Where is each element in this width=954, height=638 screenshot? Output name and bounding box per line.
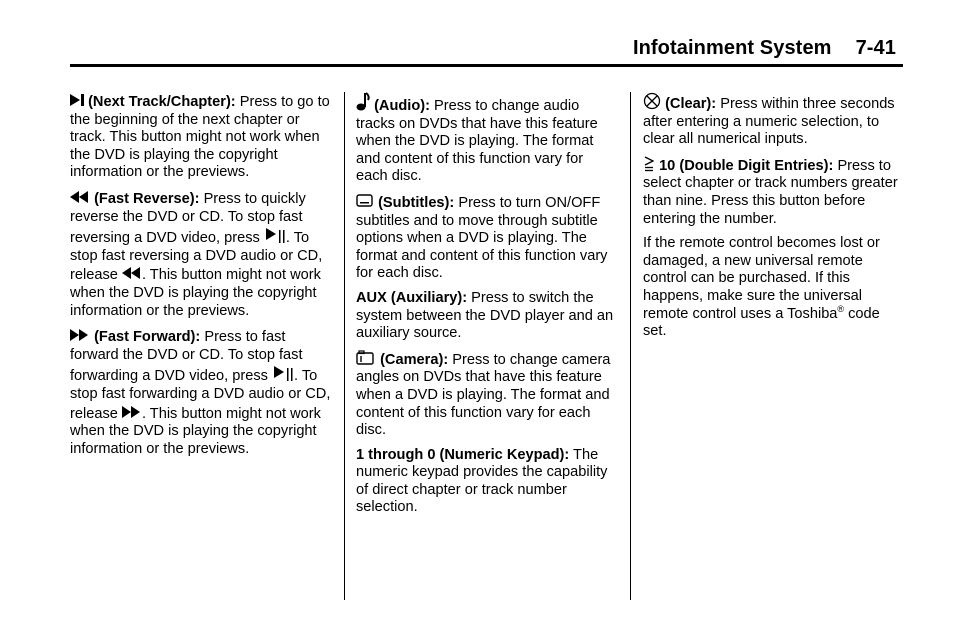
fast-forward-icon xyxy=(122,404,142,420)
clear-title: (Clear): xyxy=(665,96,717,112)
column-3 xyxy=(643,92,905,348)
clear-body: Press within three seconds after entering a numeric selection, to clear all numerical inputs. xyxy=(643,96,895,148)
greater-equal-icon xyxy=(643,156,655,172)
numeric-keypad-entry xyxy=(356,447,618,517)
audio-body: Press to change audio tracks on DVDs that have this feature when the DVD is playing. The format and content of this function vary for each disc. xyxy=(356,98,598,185)
fast-reverse-body-1: Press to quickly reverse the DVD or CD. To stop fast reversing a DVD video, press xyxy=(70,190,306,247)
next-track-title: (Next Track/Chapter): xyxy=(88,94,236,110)
fast-forward-body-1: Press to fast forward the DVD or CD. To stop fast forwarding a DVD video, press xyxy=(70,329,303,385)
numeric-keypad-body: The numeric keypad provides the capability of direct chapter or track number selection. xyxy=(356,446,608,516)
subtitles-icon xyxy=(356,193,374,209)
column-1 xyxy=(70,92,332,465)
fast-reverse-icon xyxy=(122,265,142,281)
fast-reverse-entry xyxy=(70,189,332,320)
fast-forward-body-3: . This button might not work when the DVD is playing the copyright information or the previews. xyxy=(70,405,321,457)
remote-note-end: code set. xyxy=(643,305,880,340)
fast-forward-entry xyxy=(70,327,332,458)
header-rule xyxy=(70,64,903,67)
next-track-entry xyxy=(70,92,332,182)
subtitles-title: (Subtitles): xyxy=(378,194,455,211)
camera-title: (Camera): xyxy=(380,351,449,368)
aux-title: AUX (Auxiliary): xyxy=(356,289,468,306)
remote-note-body: If the remote control becomes lost or damaged, a new universal remote control can be purchased. If this happens, make sure the universal remote control uses a Toshiba xyxy=(643,235,880,322)
play-pause-icon xyxy=(264,226,286,244)
aux-entry xyxy=(356,290,618,343)
clear-icon xyxy=(643,92,661,110)
fast-forward-body-2: . To stop fast forwarding a DVD audio or CD, release xyxy=(70,368,331,422)
audio-title: (Audio): xyxy=(374,98,430,114)
double-digit-title: 10 (Double Digit Entries): xyxy=(659,157,834,174)
column-divider xyxy=(344,92,345,600)
page-header xyxy=(633,37,896,60)
column-2 xyxy=(356,92,618,524)
play-pause-icon xyxy=(272,364,294,382)
fast-reverse-icon xyxy=(70,189,90,205)
column-divider xyxy=(630,92,631,600)
page-number: 7-41 xyxy=(855,37,896,59)
aux-body: Press to switch the system between the DVD player and an auxiliary source. xyxy=(356,289,614,342)
fast-forward-icon xyxy=(70,327,90,343)
next-track-body: Press to go to the beginning of the next chapter or track. This button might not work when the DVD is playing the copyright information or the previews. xyxy=(70,94,330,181)
fast-reverse-title: (Fast Reverse): xyxy=(94,190,200,207)
registered-mark: ® xyxy=(837,303,845,314)
music-note-icon xyxy=(356,92,370,112)
double-digit-entry xyxy=(643,156,905,228)
audio-entry xyxy=(356,92,618,186)
section-title: Infotainment System xyxy=(632,37,832,59)
remote-note xyxy=(643,235,905,341)
subtitles-body: Press to turn ON/OFF subtitles and to move through subtitle options when a DVD is playing. The format and content of this function vary for each disc. xyxy=(356,194,608,282)
double-digit-body: Press to select chapter or track numbers greater than nine. Press this button before entering the number. xyxy=(643,157,898,227)
camera-body: Press to change camera angles on DVDs that have this feature when a DVD is playing. The format and content of this function vary for each disc. xyxy=(356,351,611,439)
fast-reverse-body-2: . To stop fast reversing a DVD audio or CD, release xyxy=(70,230,323,284)
fast-forward-title: (Fast Forward): xyxy=(94,329,201,346)
camera-icon xyxy=(356,350,376,366)
fast-reverse-body-3: . This button might not work when the DVD is playing the copyright information or the previews. xyxy=(70,267,321,319)
next-track-icon xyxy=(70,92,84,108)
camera-entry xyxy=(356,350,618,440)
subtitles-entry xyxy=(356,193,618,283)
numeric-keypad-title: 1 through 0 (Numeric Keypad): xyxy=(356,446,570,463)
clear-entry xyxy=(643,92,905,149)
